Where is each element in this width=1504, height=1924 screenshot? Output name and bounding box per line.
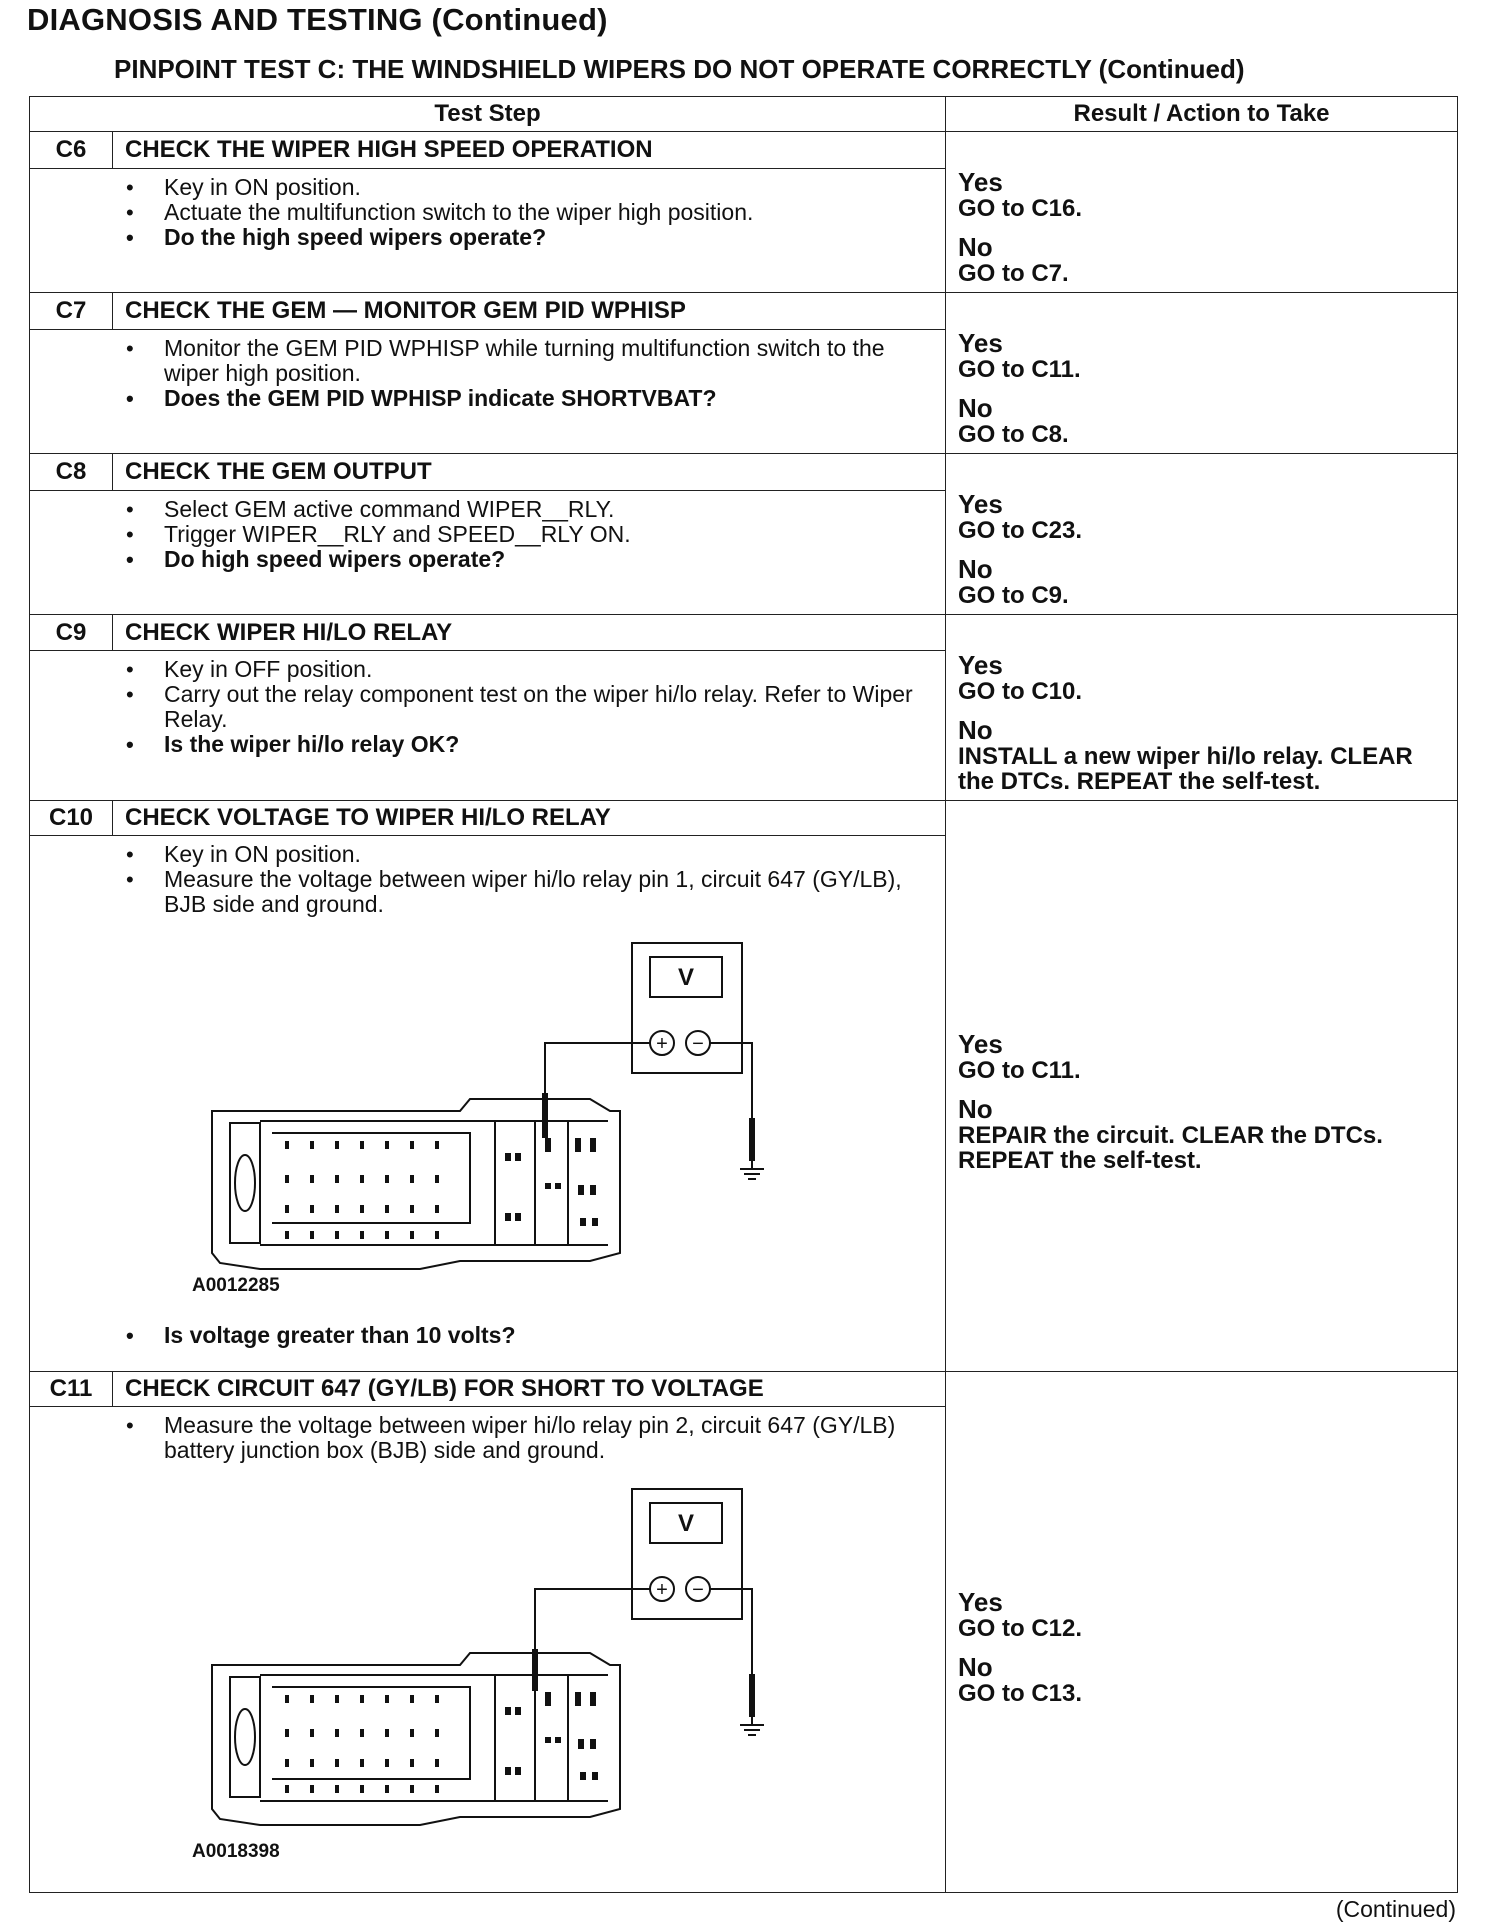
result-cell-c6 [946, 132, 1458, 293]
no-action: GO to C9. [958, 582, 1069, 609]
step-header-c10 [30, 801, 1458, 836]
no-label: No [958, 232, 993, 262]
yes-action: GO to C11. [958, 356, 1081, 383]
voltmeter-diagram [30, 923, 945, 1323]
question: • Is voltage greater than 10 volts? [30, 1323, 945, 1348]
step-header-c7 [30, 293, 1458, 330]
step-id: C8 [30, 454, 113, 491]
no-action: GO to C13. [958, 1680, 1083, 1707]
yes-label: Yes [958, 650, 1003, 680]
no-action: GO to C7. [958, 260, 1069, 287]
step-id: C7 [30, 293, 113, 330]
continued-label: (Continued) [1335, 1896, 1456, 1922]
step-id: C10 [30, 801, 113, 836]
no-label: No [958, 715, 993, 745]
svg-text:+: + [656, 1579, 668, 1601]
result-cell-c9 [946, 615, 1458, 801]
no-action: REPAIR the circuit. CLEAR the DTCs. REPEAT the self-test. [958, 1121, 1383, 1174]
meter-label: V [677, 964, 695, 991]
step-title: CHECK THE GEM — MONITOR GEM PID WPHISP [113, 293, 946, 330]
step-title: CHECK WIPER HI/LO RELAY [113, 615, 946, 651]
bullet: • Trigger WIPER__RLY and SPEED__RLY ON. [30, 522, 945, 547]
meter-label: V [677, 1510, 695, 1537]
step-title: CHECK THE WIPER HIGH SPEED OPERATION [113, 132, 946, 169]
step-header-c9 [30, 615, 1458, 651]
voltmeter-diagram [30, 1469, 945, 1889]
yes-action: GO to C10. [958, 678, 1083, 705]
result-cell-c7 [946, 293, 1458, 454]
figure-id: A0018398 [192, 1841, 280, 1862]
step-id: C6 [30, 132, 113, 169]
yes-label: Yes [958, 489, 1003, 519]
bullet: • Carry out the relay component test on the wiper hi/lo relay. Refer to Wiper Relay. [30, 682, 945, 732]
bjb-voltmeter-figure [160, 923, 860, 1283]
pinpoint-test-title: PINPOINT TEST C: THE WINDSHIELD WIPERS DO NOT OPERATE CORRECTLY (Continued) [114, 54, 1245, 84]
svg-text:−: − [692, 1579, 704, 1601]
question: • Does the GEM PID WPHISP indicate SHORTVBAT? [30, 386, 945, 411]
step-id: C11 [30, 1372, 113, 1407]
page-title: DIAGNOSIS AND TESTING (Continued) [27, 2, 608, 37]
yes-label: Yes [958, 167, 1003, 197]
no-action: INSTALL a new wiper hi/lo relay. CLEAR the DTCs. REPEAT the self-test. [958, 743, 1413, 795]
yes-label: Yes [958, 1028, 1003, 1059]
bullet: • Monitor the GEM PID WPHISP while turning multifunction switch to the wiper high position. [30, 336, 945, 386]
no-label: No [958, 393, 993, 423]
no-label: No [958, 554, 993, 584]
yes-label: Yes [958, 1587, 1003, 1617]
figure-id: A0012285 [192, 1275, 280, 1296]
bullet: • Key in ON position. [30, 842, 945, 867]
step-header-c11 [30, 1372, 1458, 1407]
yes-action: GO to C23. [958, 517, 1083, 544]
question: • Do the high speed wipers operate? [30, 225, 945, 250]
yes-label: Yes [958, 328, 1003, 358]
col-header-result: Result / Action to Take [946, 97, 1458, 132]
bullet: • Key in ON position. [30, 175, 945, 200]
bullet: • Select GEM active command WIPER__RLY. [30, 497, 945, 522]
question: • Is the wiper hi/lo relay OK? [30, 732, 945, 757]
step-title: CHECK CIRCUIT 647 (GY/LB) FOR SHORT TO VOLTAGE [113, 1372, 946, 1407]
svg-text:−: − [692, 1033, 704, 1055]
svg-text:+: + [656, 1033, 668, 1055]
col-header-test-step: Test Step [30, 97, 946, 132]
result-cell-c10 [946, 801, 1458, 1372]
bjb-voltmeter-figure [160, 1469, 860, 1849]
yes-action: GO to C12. [958, 1615, 1083, 1642]
result-cell-c8 [946, 454, 1458, 615]
test-table [29, 96, 1458, 1893]
yes-action: GO to C11. [958, 1056, 1081, 1084]
no-action: GO to C8. [958, 421, 1069, 448]
step-header-c6 [30, 132, 1458, 169]
step-title: CHECK THE GEM OUTPUT [113, 454, 946, 491]
no-label: No [958, 1652, 993, 1682]
step-id: C9 [30, 615, 113, 651]
bullet: • Key in OFF position. [30, 657, 945, 682]
bullet: • Actuate the multifunction switch to the wiper high position. [30, 200, 945, 225]
step-title: CHECK VOLTAGE TO WIPER HI/LO RELAY [113, 801, 946, 836]
step-header-c8 [30, 454, 1458, 491]
voltmeter-icon [632, 1489, 742, 1619]
yes-action: GO to C16. [958, 195, 1083, 222]
bullet: • Measure the voltage between wiper hi/lo relay pin 1, circuit 647 (GY/LB), BJB side and ground. [30, 867, 945, 917]
result-cell-c11 [946, 1372, 1458, 1893]
no-label: No [958, 1093, 993, 1124]
voltmeter-icon [632, 943, 742, 1073]
bullet: • Measure the voltage between wiper hi/lo relay pin 2, circuit 647 (GY/LB) battery junction box (BJB) side and ground. [30, 1413, 945, 1463]
question: • Do high speed wipers operate? [30, 547, 945, 572]
